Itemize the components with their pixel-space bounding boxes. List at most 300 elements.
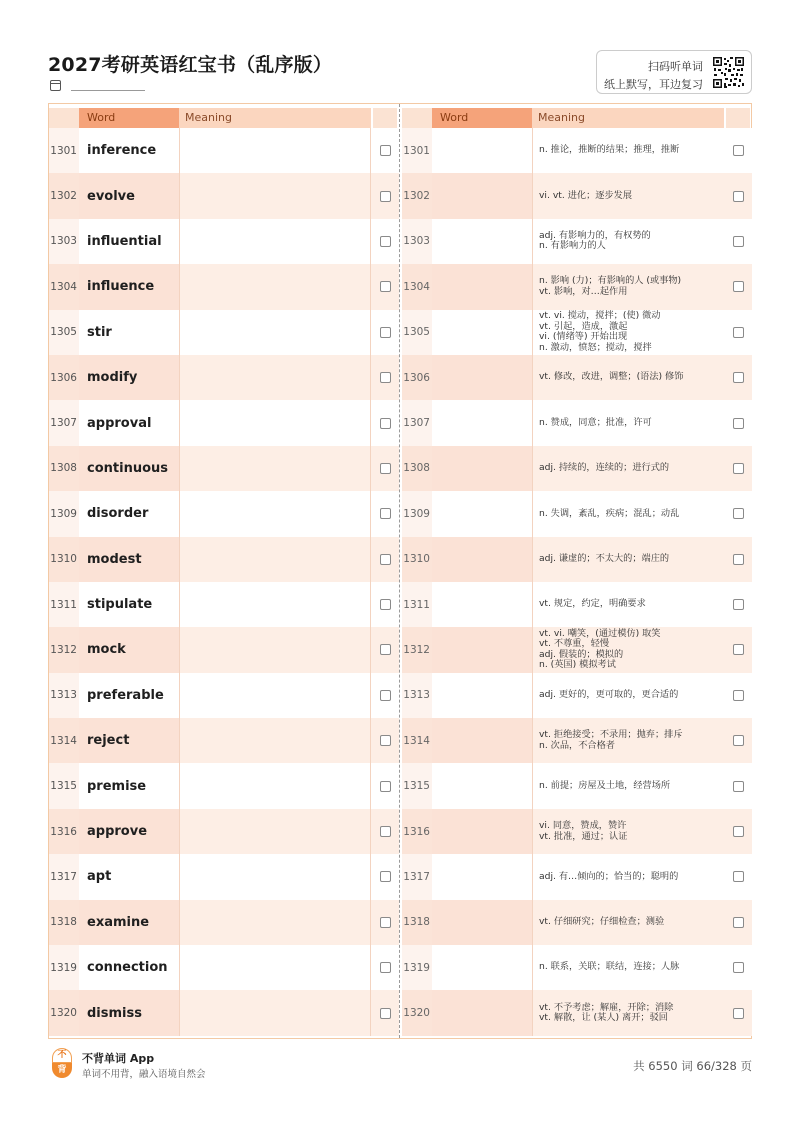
- row-word: connection: [87, 960, 168, 976]
- row-number: 1310: [402, 537, 432, 582]
- row-number: 1313: [49, 673, 79, 718]
- word-blank[interactable]: [432, 945, 532, 990]
- calendar-icon: [50, 80, 61, 91]
- row-word: modest: [79, 537, 179, 582]
- checkbox-cell: [371, 854, 399, 899]
- table-row: [402, 854, 752, 899]
- word-blank[interactable]: [432, 310, 532, 355]
- row-number: 1319: [402, 945, 432, 990]
- meaning-line: vt. 仔细研究；仔细检查；测验: [539, 916, 665, 928]
- table-row: [49, 673, 399, 718]
- table-row: [402, 400, 752, 445]
- row-number: 1310: [49, 537, 79, 582]
- table-row: [49, 128, 399, 173]
- row-word: continuous: [79, 446, 179, 491]
- table-header: [402, 108, 752, 128]
- checkbox[interactable]: [380, 236, 391, 247]
- word-blank[interactable]: [432, 264, 532, 309]
- checkbox-cell: [724, 582, 752, 627]
- table-row: [49, 854, 399, 899]
- row-number: 1317: [402, 854, 432, 899]
- row-number: 1319: [49, 945, 79, 990]
- checkbox-cell: [371, 990, 399, 1035]
- meaning-line: adj. 有…倾向的；恰当的；聪明的: [539, 870, 679, 882]
- checkbox[interactable]: [380, 463, 391, 474]
- meaning-blank[interactable]: [179, 173, 371, 218]
- meaning-blank[interactable]: [179, 900, 371, 945]
- row-number: 1316: [49, 809, 79, 854]
- meaning-blank[interactable]: [179, 673, 371, 718]
- meaning-line: n. 激动，愤怒；搅动，搅拌: [539, 341, 652, 353]
- word-blank[interactable]: [432, 627, 532, 672]
- row-meaning: [532, 718, 724, 763]
- word-blank[interactable]: [432, 355, 532, 400]
- checkbox-cell: [724, 945, 752, 990]
- app-logo: [52, 1048, 72, 1078]
- checkbox-cell: [371, 264, 399, 309]
- checkbox[interactable]: [733, 236, 744, 247]
- table-row: [49, 219, 399, 264]
- table-row: [402, 900, 752, 945]
- checkbox-cell: [371, 446, 399, 491]
- row-number: 1305: [49, 310, 79, 355]
- checkbox[interactable]: [380, 1008, 391, 1019]
- row-number: 1313: [402, 673, 432, 718]
- checkbox-cell: [371, 400, 399, 445]
- checkbox-cell: [724, 900, 752, 945]
- checkbox[interactable]: [380, 599, 391, 610]
- checkbox-cell: [724, 718, 752, 763]
- checkbox-cell: [371, 310, 399, 355]
- checkbox[interactable]: [380, 871, 391, 882]
- row-meaning: [532, 673, 724, 718]
- checkbox[interactable]: [733, 781, 744, 792]
- qr-code-icon[interactable]: [712, 56, 745, 89]
- checkbox[interactable]: [380, 962, 391, 973]
- word-blank[interactable]: [432, 854, 532, 899]
- row-meaning: [532, 945, 724, 990]
- row-word: dismiss: [79, 990, 179, 1035]
- table-row: [402, 990, 752, 1035]
- table-row: [402, 491, 752, 536]
- checkbox[interactable]: [733, 962, 744, 973]
- row-number: 1307: [402, 400, 432, 445]
- row-meaning: [532, 219, 724, 264]
- row-number: 1304: [402, 264, 432, 309]
- word-blank[interactable]: [432, 900, 532, 945]
- checkbox-cell: [371, 945, 399, 990]
- word-blank[interactable]: [432, 673, 532, 718]
- checkbox-cell: [371, 219, 399, 264]
- meaning-blank[interactable]: [179, 627, 371, 672]
- meaning-line: vt. 解散，让 (某人) 离开；驳回: [539, 1012, 668, 1024]
- row-number: 1311: [402, 582, 432, 627]
- header-check-cell: [373, 108, 397, 128]
- meaning-line: vt. 规定，约定，明确要求: [539, 598, 646, 610]
- checkbox[interactable]: [380, 644, 391, 655]
- word-blank[interactable]: [432, 173, 532, 218]
- row-meaning: [532, 809, 724, 854]
- checkbox[interactable]: [380, 191, 391, 202]
- meaning-blank[interactable]: [179, 763, 371, 808]
- checkbox[interactable]: [733, 599, 744, 610]
- word-blank[interactable]: [432, 219, 532, 264]
- checkbox-cell: [724, 446, 752, 491]
- checkbox[interactable]: [733, 508, 744, 519]
- checkbox-cell: [724, 264, 752, 309]
- checkbox-cell: [724, 673, 752, 718]
- checkbox[interactable]: [380, 690, 391, 701]
- meaning-blank[interactable]: [179, 990, 371, 1035]
- meaning-line: vt. 引起，造成，激起: [539, 320, 628, 332]
- meaning-line: vi. vt. 进化；逐步发展: [539, 189, 633, 201]
- meaning-blank[interactable]: [179, 854, 371, 899]
- row-word: approval: [87, 415, 152, 431]
- meaning-column-panel: [402, 104, 752, 1038]
- checkbox-cell: [724, 173, 752, 218]
- row-word: stipulate: [87, 597, 153, 613]
- checkbox-cell: [371, 900, 399, 945]
- checkbox-cell: [724, 219, 752, 264]
- checkbox[interactable]: [380, 327, 391, 338]
- header-meaning: Meaning: [532, 108, 724, 128]
- row-word: preferable: [87, 687, 164, 703]
- word-column-panel: [49, 104, 399, 1038]
- checkbox-cell: [371, 537, 399, 582]
- meaning-blank[interactable]: [179, 491, 371, 536]
- table-row: [402, 173, 752, 218]
- checkbox-cell: [371, 627, 399, 672]
- table-row: [402, 446, 752, 491]
- table-row: [49, 627, 399, 672]
- brand-slogan: 单词不用背，融入语境自然会: [82, 1069, 206, 1080]
- checkbox[interactable]: [733, 327, 744, 338]
- table-row: [49, 310, 399, 355]
- checkbox-cell: [724, 400, 752, 445]
- checkbox[interactable]: [380, 418, 391, 429]
- meaning-blank[interactable]: [179, 809, 371, 854]
- row-number: 1318: [402, 900, 432, 945]
- brand-name: 不背单词 App: [82, 1052, 155, 1065]
- checkbox[interactable]: [380, 372, 391, 383]
- checkbox-cell: [724, 854, 752, 899]
- row-meaning: [532, 537, 724, 582]
- table-row: [49, 537, 399, 582]
- table-row: [49, 355, 399, 400]
- checkbox-cell: [724, 809, 752, 854]
- row-meaning: [532, 173, 724, 218]
- meaning-line: n. 次品，不合格者: [539, 739, 615, 751]
- word-blank[interactable]: [432, 128, 532, 173]
- page-counter: 共 6550 词 66/328 页: [633, 1059, 752, 1073]
- checkbox[interactable]: [733, 644, 744, 655]
- meaning-blank[interactable]: [179, 582, 371, 627]
- checkbox-cell: [724, 537, 752, 582]
- vocab-sheet: [48, 103, 752, 1039]
- row-number: 1314: [402, 718, 432, 763]
- table-row: [402, 264, 752, 309]
- meaning-line: n. 联系，关联；联结，连接；人脉: [539, 961, 680, 973]
- row-word: examine: [79, 900, 179, 945]
- meaning-line: vt. 批准，通过；认证: [539, 830, 628, 842]
- row-number: 1301: [49, 128, 79, 173]
- meaning-line: vt. 拒绝接受；不录用；抛弃；排斥: [539, 729, 683, 741]
- logo-top-char: 不: [52, 1048, 72, 1063]
- checkbox[interactable]: [733, 145, 744, 156]
- row-number: 1308: [402, 446, 432, 491]
- scan-line-1: 扫码听单词: [648, 60, 703, 73]
- checkbox-cell: [724, 310, 752, 355]
- meaning-blank[interactable]: [179, 355, 371, 400]
- word-blank[interactable]: [432, 537, 532, 582]
- row-word: inference: [87, 143, 157, 159]
- header-number-cell: [49, 108, 79, 128]
- row-meaning: [532, 264, 724, 309]
- checkbox-cell: [371, 355, 399, 400]
- table-row: [402, 763, 752, 808]
- row-word: reject: [79, 718, 179, 763]
- meaning-blank[interactable]: [179, 264, 371, 309]
- meaning-line: adj. 谦虚的；不太大的；端庄的: [539, 552, 670, 564]
- meaning-line: vt. vi. 嘲笑，(通过模仿) 取笑: [539, 627, 661, 639]
- scan-qr-panel: [596, 50, 752, 94]
- table-header: [49, 108, 399, 128]
- table-row: [402, 310, 752, 355]
- meaning-line: adj. 有影响力的，有权势的: [539, 229, 651, 241]
- row-word: apt: [87, 869, 112, 885]
- meaning-blank[interactable]: [179, 310, 371, 355]
- logo-bottom-char: 背: [52, 1063, 72, 1078]
- header-check-cell: [726, 108, 750, 128]
- table-row: [402, 537, 752, 582]
- checkbox-cell: [724, 627, 752, 672]
- row-number: 1302: [49, 173, 79, 218]
- row-word: mock: [79, 627, 179, 672]
- row-number: 1302: [402, 173, 432, 218]
- row-number: 1312: [402, 627, 432, 672]
- table-row: [402, 809, 752, 854]
- row-meaning: [532, 355, 724, 400]
- row-number: 1303: [402, 219, 432, 264]
- row-number: 1311: [49, 582, 79, 627]
- checkbox[interactable]: [733, 871, 744, 882]
- row-word: approve: [79, 809, 179, 854]
- row-number: 1314: [49, 718, 79, 763]
- word-blank[interactable]: [432, 990, 532, 1035]
- word-rows: [49, 128, 399, 1036]
- meaning-line: n. 赞成，同意；批准，许可: [539, 416, 652, 428]
- meaning-line: adj. 更好的，更可取的，更合适的: [539, 689, 679, 701]
- checkbox-cell: [371, 673, 399, 718]
- row-number: 1320: [49, 990, 79, 1035]
- row-meaning: [532, 446, 724, 491]
- meaning-line: vt. 修改，改进，调整；(语法) 修饰: [539, 371, 684, 383]
- meaning-line: n. 失调，紊乱，疾病；混乱；动乱: [539, 507, 680, 519]
- checkbox-cell: [371, 582, 399, 627]
- checkbox-cell: [371, 128, 399, 173]
- meaning-line: vt. 不予考虑；解雇，开除；消除: [539, 1001, 674, 1013]
- row-number: 1309: [402, 491, 432, 536]
- checkbox[interactable]: [733, 463, 744, 474]
- row-meaning: [532, 854, 724, 899]
- row-meaning: [532, 990, 724, 1035]
- table-row: [402, 718, 752, 763]
- word-blank[interactable]: [432, 400, 532, 445]
- row-meaning: [532, 582, 724, 627]
- table-row: [49, 173, 399, 218]
- row-meaning: [532, 763, 724, 808]
- checkbox-cell: [371, 809, 399, 854]
- checkbox[interactable]: [380, 145, 391, 156]
- word-blank[interactable]: [432, 491, 532, 536]
- meaning-line: vi. (情绪等) 开始出现: [539, 331, 628, 343]
- meaning-line: vt. 影响，对…起作用: [539, 285, 628, 297]
- table-row: [402, 582, 752, 627]
- checkbox[interactable]: [733, 735, 744, 746]
- checkbox[interactable]: [733, 281, 744, 292]
- row-word: evolve: [79, 173, 179, 218]
- row-meaning: [532, 491, 724, 536]
- meaning-blank[interactable]: [179, 718, 371, 763]
- word-blank[interactable]: [432, 718, 532, 763]
- checkbox-cell: [371, 718, 399, 763]
- checkbox-cell: [724, 355, 752, 400]
- checkbox[interactable]: [733, 554, 744, 565]
- checkbox-cell: [724, 491, 752, 536]
- row-number: 1315: [49, 763, 79, 808]
- checkbox[interactable]: [733, 191, 744, 202]
- row-word: disorder: [87, 506, 149, 522]
- row-word: influence: [79, 264, 179, 309]
- meaning-rows: [402, 128, 752, 1036]
- header-number-cell: [402, 108, 432, 128]
- row-meaning: [532, 627, 724, 672]
- checkbox[interactable]: [380, 826, 391, 837]
- table-row: [402, 945, 752, 990]
- checkbox[interactable]: [380, 554, 391, 565]
- table-row: [49, 400, 399, 445]
- row-number: 1316: [402, 809, 432, 854]
- scan-line-2: 纸上默写，耳边复习: [604, 78, 703, 91]
- checkbox[interactable]: [380, 508, 391, 519]
- row-number: 1307: [49, 400, 79, 445]
- row-number: 1308: [49, 446, 79, 491]
- table-row: [49, 809, 399, 854]
- row-number: 1312: [49, 627, 79, 672]
- date-blank-line: [71, 80, 145, 91]
- row-number: 1309: [49, 491, 79, 536]
- row-word: premise: [87, 778, 147, 794]
- table-row: [49, 900, 399, 945]
- word-blank[interactable]: [432, 446, 532, 491]
- checkbox[interactable]: [380, 735, 391, 746]
- checkbox[interactable]: [380, 781, 391, 792]
- word-blank[interactable]: [432, 582, 532, 627]
- checkbox-cell: [371, 763, 399, 808]
- checkbox[interactable]: [733, 690, 744, 701]
- table-row: [402, 355, 752, 400]
- meaning-line: n. 有影响力的人: [539, 240, 606, 252]
- header-meaning: Meaning: [179, 108, 371, 128]
- meaning-line: n. (英国) 模拟考试: [539, 659, 616, 671]
- row-number: 1317: [49, 854, 79, 899]
- row-number: 1306: [402, 355, 432, 400]
- word-blank[interactable]: [432, 763, 532, 808]
- table-row: [402, 627, 752, 672]
- checkbox[interactable]: [733, 418, 744, 429]
- meaning-line: n. 推论，推断的结果；推理，推断: [539, 144, 680, 156]
- row-number: 1320: [402, 990, 432, 1035]
- row-number: 1315: [402, 763, 432, 808]
- checkbox-cell: [371, 173, 399, 218]
- table-row: [49, 491, 399, 536]
- meaning-blank[interactable]: [179, 400, 371, 445]
- date-field: [50, 80, 145, 91]
- checkbox-cell: [371, 491, 399, 536]
- meaning-line: vi. 同意，赞成，赞许: [539, 820, 627, 832]
- table-row: [49, 945, 399, 990]
- checkbox[interactable]: [380, 917, 391, 928]
- checkbox-cell: [724, 763, 752, 808]
- checkbox[interactable]: [733, 372, 744, 383]
- row-number: 1304: [49, 264, 79, 309]
- meaning-line: n. 影响 (力)；有影响的人 (或事物): [539, 275, 682, 287]
- row-word: influential: [87, 233, 162, 249]
- checkbox[interactable]: [733, 1008, 744, 1019]
- meaning-line: vt. vi. 搅动，搅拌；(使) 微动: [539, 310, 661, 322]
- row-number: 1306: [49, 355, 79, 400]
- meaning-blank[interactable]: [179, 446, 371, 491]
- row-meaning: [532, 400, 724, 445]
- table-row: [49, 763, 399, 808]
- row-meaning: [532, 900, 724, 945]
- meaning-line: adj. 假装的；模拟的: [539, 648, 624, 660]
- checkbox[interactable]: [733, 826, 744, 837]
- word-blank[interactable]: [432, 809, 532, 854]
- table-row: [49, 264, 399, 309]
- row-number: 1305: [402, 310, 432, 355]
- header-word: Word: [79, 108, 179, 128]
- meaning-line: vt. 不尊重，轻慢: [539, 638, 610, 650]
- meaning-blank[interactable]: [179, 537, 371, 582]
- meaning-line: adj. 持续的，连续的；进行式的: [539, 462, 670, 474]
- meaning-blank[interactable]: [179, 945, 371, 990]
- dashed-fold-divider: [399, 104, 400, 1038]
- row-meaning: [532, 128, 724, 173]
- row-word: modify: [79, 355, 179, 400]
- row-number: 1318: [49, 900, 79, 945]
- row-number: 1303: [49, 219, 79, 264]
- meaning-blank[interactable]: [179, 128, 371, 173]
- table-row: [402, 128, 752, 173]
- checkbox[interactable]: [733, 917, 744, 928]
- checkbox-cell: [724, 128, 752, 173]
- table-row: [402, 673, 752, 718]
- row-word: stir: [87, 324, 112, 340]
- meaning-blank[interactable]: [179, 219, 371, 264]
- header-word: Word: [432, 108, 532, 128]
- table-row: [49, 718, 399, 763]
- table-row: [49, 446, 399, 491]
- page-title: 2027考研英语红宝书（乱序版）: [48, 54, 333, 76]
- row-number: 1301: [402, 128, 432, 173]
- checkbox-cell: [724, 990, 752, 1035]
- table-row: [49, 990, 399, 1035]
- checkbox[interactable]: [380, 281, 391, 292]
- row-meaning: [532, 310, 724, 355]
- table-row: [49, 582, 399, 627]
- table-row: [402, 219, 752, 264]
